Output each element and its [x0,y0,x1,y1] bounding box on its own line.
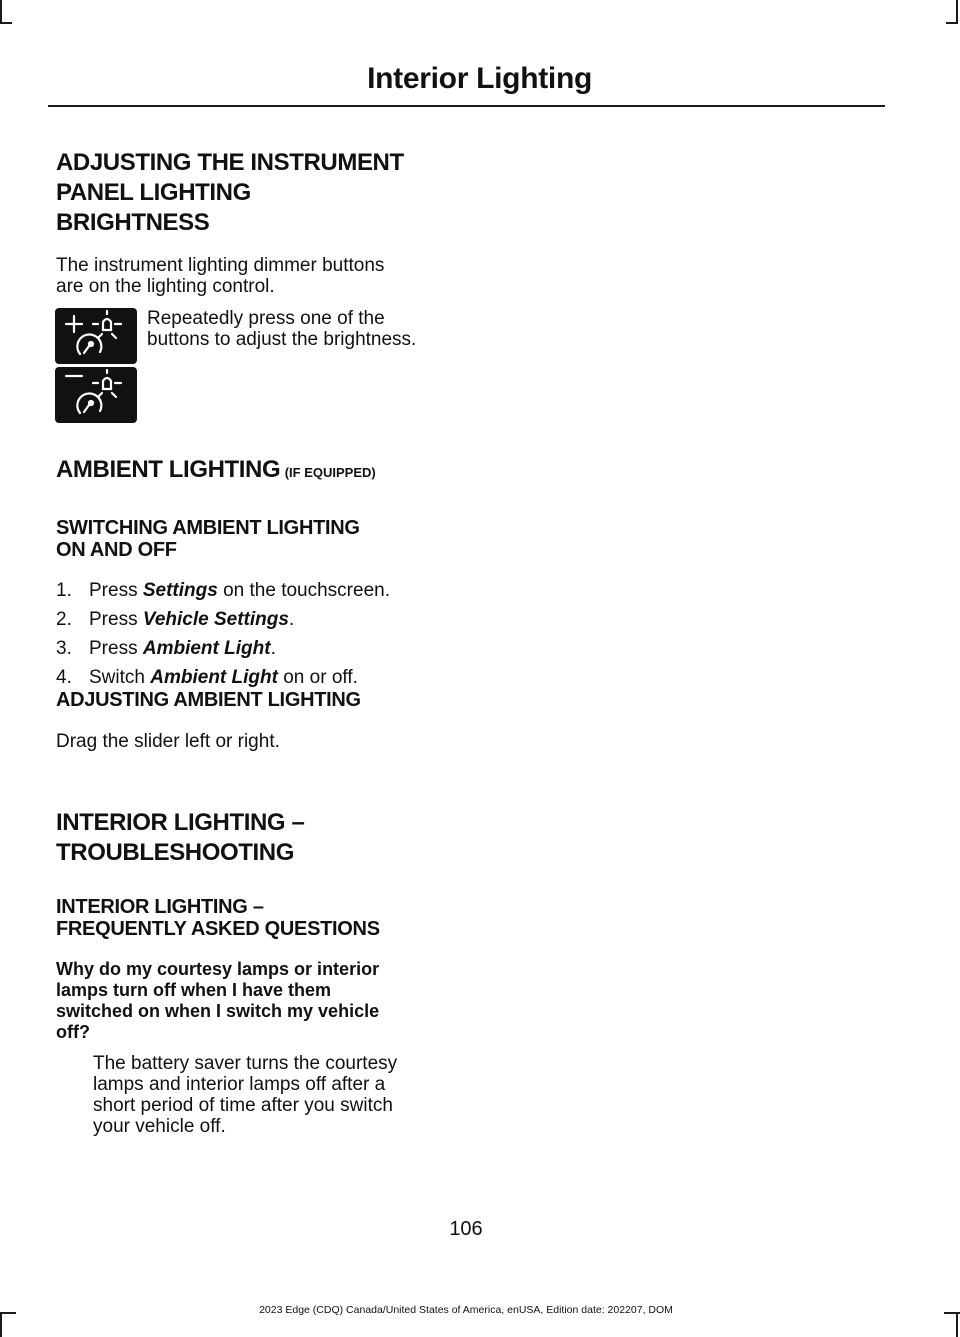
troubleshooting-heading [56,808,456,868]
ambient-light-label: Ambient Light [142,638,271,659]
question-line: Why do my courtesy lamps or interior [56,959,380,979]
troubleshooting-heading-line: TROUBLESHOOTING [56,839,294,866]
faq-heading-line: INTERIOR LIGHTING – [56,896,264,918]
instrument-section-heading [56,148,456,238]
ambient-light-label: Ambient Light [150,667,278,688]
instrument-heading-line2: PANEL LIGHTING [56,179,251,206]
ambient-section-heading [56,455,456,485]
crop-mark [0,0,2,24]
page-number: 106 [449,1218,483,1240]
intro-line: The instrument lighting dimmer buttons [56,255,385,276]
ambient-heading: AMBIENT LIGHTING [56,456,281,483]
faq-question [56,959,456,1043]
faq-answer [93,1053,453,1137]
instrument-heading-line3: BRIGHTNESS [56,209,210,236]
ambient-steps-list: 1. Press Settings on the touchscreen. 2. Press Vehicle Settings. 3. Press Ambient Light. 4. Switch Ambient Light on or off. [56,580,390,688]
dimmer-decrease-icon [55,367,137,423]
edition-info: 2023 Edge (CDQ) Canada/United States of America, enUSA, Edition date: 202207, DOM [259,1304,673,1316]
instruction-line: buttons to adjust the brightness. [147,329,417,350]
crop-mark [946,22,958,24]
question-line: lamps turn off when I have them [56,980,332,1000]
switching-heading-line: ON AND OFF [56,539,177,561]
ambient-heading-suffix: (IF EQUIPPED) [284,465,376,480]
troubleshooting-heading-line: INTERIOR LIGHTING – [56,809,305,836]
crop-mark [0,22,12,24]
adjusting-ambient-heading: ADJUSTING AMBIENT LIGHTING [56,689,361,711]
instrument-intro [56,255,456,297]
faq-heading-line: FREQUENTLY ASKED QUESTIONS [56,918,380,940]
question-line: off? [56,1022,90,1042]
vehicle-settings-label: Vehicle Settings [142,609,289,630]
page-header-title: Interior Lighting [367,62,592,95]
instrument-heading-line1: ADJUSTING THE INSTRUMENT [56,149,404,176]
instrument-instruction [147,308,457,350]
instruction-line: Repeatedly press one of the [147,308,385,329]
faq-heading [56,896,456,940]
crop-mark [956,0,958,24]
switching-heading-line: SWITCHING AMBIENT LIGHTING [56,517,360,539]
crop-mark [956,1312,958,1337]
dimmer-increase-icon [55,308,137,364]
question-line: switched on when I switch my vehicle [56,1001,380,1021]
answer-line: The battery saver turns the courtesy [93,1053,398,1074]
answer-line: lamps and interior lamps off after a [93,1074,386,1095]
header-divider [48,105,885,107]
answer-line: short period of time after you switch [93,1095,393,1116]
adjusting-ambient-text: Drag the slider left or right. [56,731,280,752]
intro-line: are on the lighting control. [56,276,275,297]
switching-ambient-heading [56,517,456,561]
settings-menu-label: Settings [142,580,218,601]
answer-line: your vehicle off. [93,1116,226,1137]
